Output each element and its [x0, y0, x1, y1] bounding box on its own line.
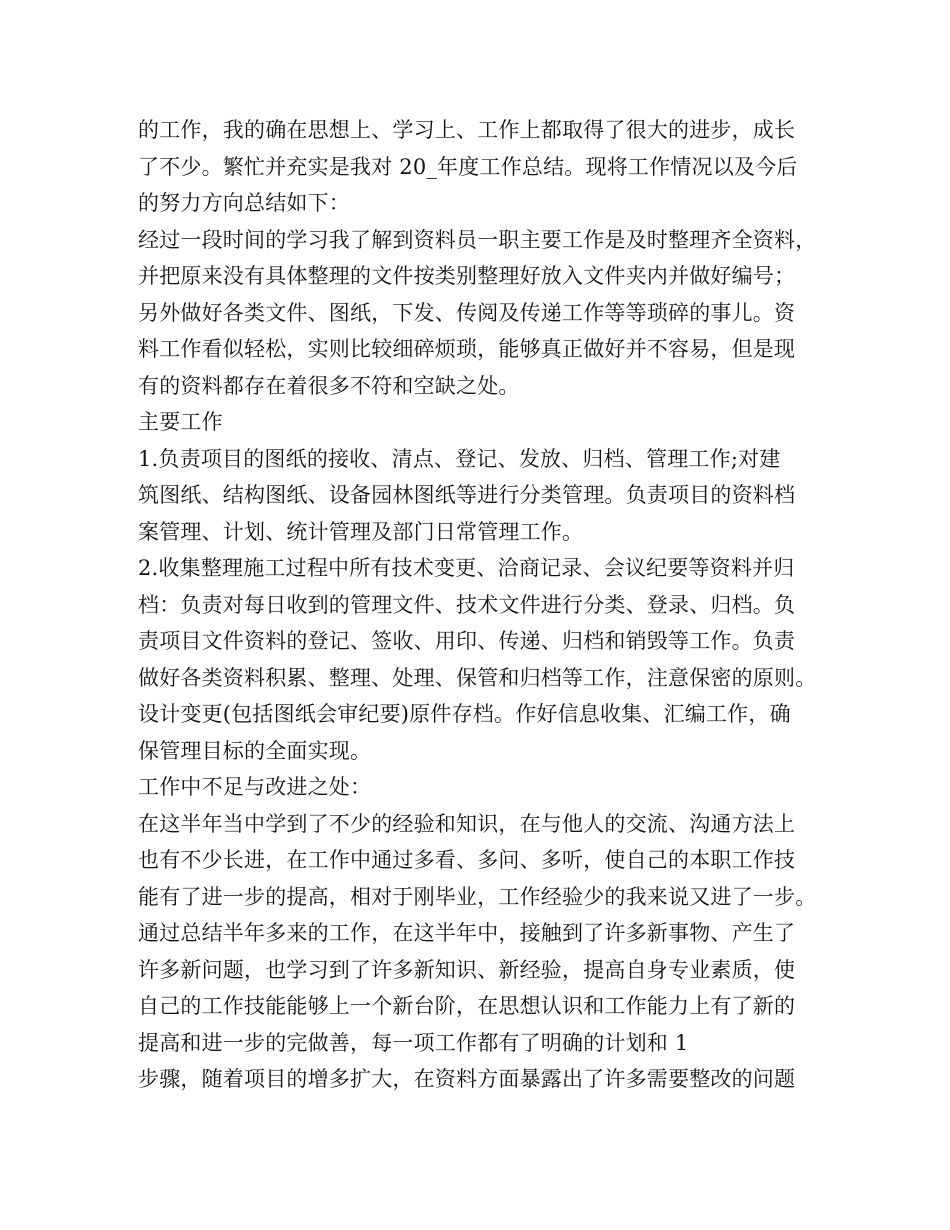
text-line-8: 有的资料都存在着很多不符和空缺之处。 — [138, 373, 520, 398]
text-line-18: 保管理目标的全面实现。 — [138, 738, 372, 763]
text-line-13: 2.收集整理施工过程中所有技术变更、洽商记录、会议纪要等资料并归 — [138, 556, 795, 580]
text-line-10: 1.负责项目的图纸的接收、清点、登记、发放、归档、管理工作;对建 — [138, 446, 781, 471]
text-line-15: 责项目文件资料的登记、签收、用印、传递、归档和销毁等工作。负责 — [138, 629, 796, 653]
text-line-23: 通过总结半年多来的工作，在这半年中，接触到了许多新事物、产生了 — [138, 921, 796, 945]
text-line-24: 许多新问题，也学习到了许多新知识、新经验，提高自身专业素质，使 — [138, 957, 796, 982]
section-heading-main-work: 主要工作 — [138, 410, 223, 434]
text-line-16: 做好各类资料积累、整理、处理、保管和归档等工作，注意保密的原则。 — [138, 665, 817, 690]
text-line-4: 经过一段时间的学习我了解到资料员一职主要工作是及时整理齐全资料， — [138, 227, 817, 252]
text-line-14: 档：负责对每日收到的管理文件、技术文件进行分类、登录、归档。负 — [138, 592, 796, 617]
text-line-17: 设计变更(包括图纸会审纪要)原件存档。作好信息收集、汇编工作，确 — [138, 702, 791, 726]
text-line-12: 案管理、计划、统计管理及部门日常管理工作。 — [138, 519, 584, 544]
text-line-6: 另外做好各类文件、图纸，下发、传阅及传递工作等等琐碎的事儿。资 — [138, 300, 796, 325]
text-line-3: 的努力方向总结如下： — [138, 191, 350, 215]
text-line-27: 步骤，随着项目的增多扩大，在资料方面暴露出了许多需要整改的问题 — [138, 1067, 796, 1091]
text-line-26: 提高和进一步的完做善，每一项工作都有了明确的计划和 1 — [138, 1030, 689, 1055]
text-line-25: 自己的工作技能能够上一个新台阶，在思想认识和工作能力上有了新的 — [138, 994, 796, 1018]
text-line-20: 在这半年当中学到了不少的经验和知识，在与他人的交流、沟通方法上 — [138, 811, 796, 836]
text-line-2: 了不少。繁忙并充实是我对 20_年度工作总结。现将工作情况以及今后 — [138, 154, 798, 179]
text-line-7: 料工作看似轻松，实则比较细碎烦琐，能够真正做好并不容易，但是现 — [138, 337, 796, 361]
document-body — [138, 112, 818, 1098]
text-line-11: 筑图纸、结构图纸、设备园林图纸等进行分类管理。负责项目的资料档 — [138, 483, 796, 507]
text-line-22: 能有了进一步的提高，相对于刚毕业，工作经验少的我来说又进了一步。 — [138, 884, 817, 909]
text-line-1: 的工作，我的确在思想上、学习上、工作上都取得了很大的进步，成长 — [138, 118, 796, 142]
section-heading-shortcomings: 工作中不足与改进之处： — [138, 775, 372, 799]
text-line-5: 并把原来没有具体整理的文件按类别整理好放入文件夹内并做好编号； — [138, 264, 796, 288]
text-line-21: 也有不少长进，在工作中通过多看、多问、多听，使自己的本职工作技 — [138, 848, 796, 872]
